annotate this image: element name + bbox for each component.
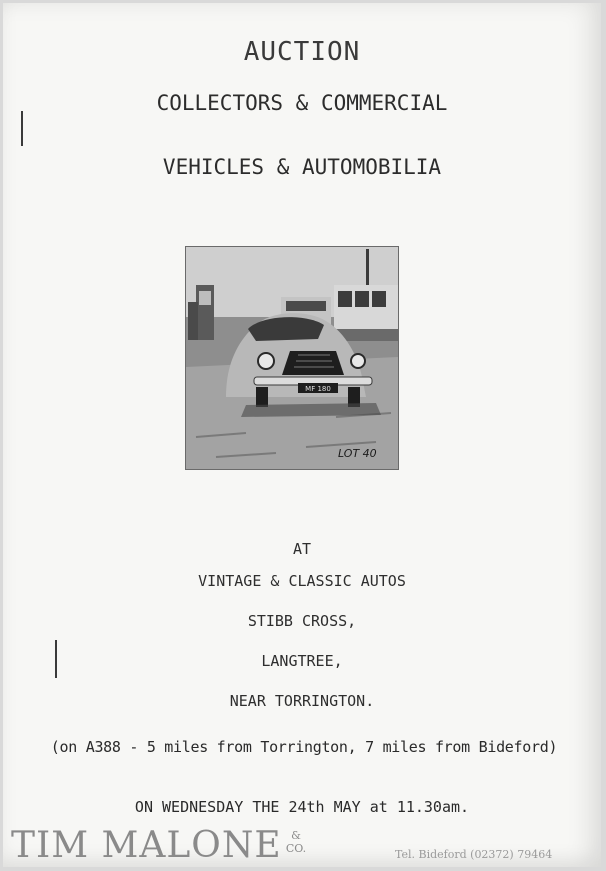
car-photo-illustration	[186, 247, 398, 469]
auction-flyer-page	[3, 3, 601, 867]
page-title: AUCTION	[243, 37, 361, 67]
lot-caption: LOT 40	[338, 447, 377, 460]
telephone-number: Tel. Bideford (02372) 79464	[395, 848, 553, 861]
venue-at: AT	[292, 540, 312, 558]
venue-address-line: STIBB CROSS,	[247, 612, 357, 630]
venue-address-line: LANGTREE,	[261, 652, 343, 670]
pen-mark	[21, 111, 23, 146]
directions-text: (on A388 - 5 miles from Torrington, 7 miles from Bideford)	[50, 738, 558, 756]
number-plate: MF 180	[305, 385, 331, 393]
venue-address-line: NEAR TORRINGTON.	[229, 692, 375, 710]
brand-co: CO.	[285, 842, 307, 855]
subtitle-line-1: COLLECTORS & COMMERCIAL	[156, 91, 448, 115]
auctioneer-brand: TIM MALONE	[11, 825, 282, 866]
car-photo	[185, 246, 399, 470]
auctioneer-brand-suffix	[279, 829, 313, 855]
brand-ampersand: &	[291, 829, 301, 842]
subtitle-line-2: VEHICLES & AUTOMOBILIA	[162, 155, 442, 179]
venue-name: VINTAGE & CLASSIC AUTOS	[198, 572, 406, 590]
auction-date: ON WEDNESDAY THE 24th MAY at 11.30am.	[134, 798, 470, 816]
